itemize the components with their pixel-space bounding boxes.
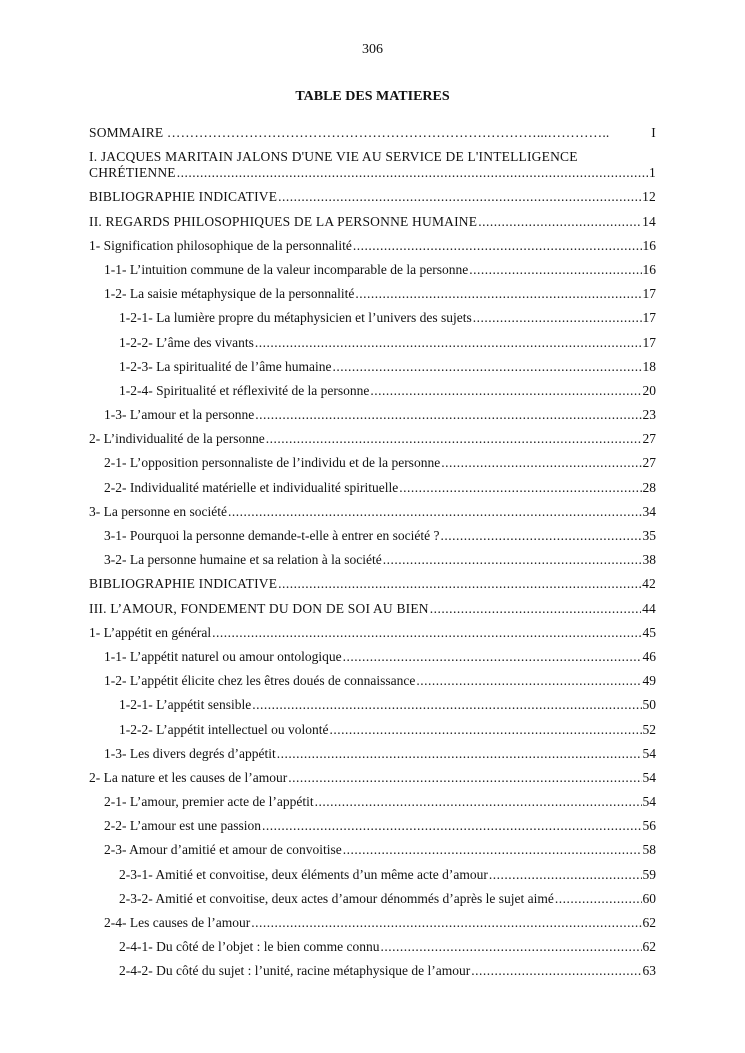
toc-entry[interactable] (89, 570, 656, 594)
dot-leader (278, 189, 641, 204)
toc-entry[interactable] (89, 207, 656, 231)
dot-leader (262, 818, 642, 833)
toc-entry-page: 35 (642, 528, 656, 543)
dot-leader (489, 867, 642, 882)
toc-entry[interactable] (89, 232, 656, 256)
toc-entry-page: 17 (642, 334, 656, 350)
dot-leader (469, 262, 641, 277)
toc-entry[interactable] (89, 909, 656, 933)
dot-leader (355, 286, 641, 301)
toc-entry[interactable] (89, 377, 656, 401)
toc-entry-page: 58 (642, 842, 656, 858)
toc-entry-page: 59 (642, 866, 656, 882)
toc-entry-title: III. L’AMOUR, FONDEMENT DU DON DE SOI AU BIEN (89, 600, 429, 616)
toc-entry-title: 3- La personne en société (89, 503, 227, 519)
toc-entry[interactable] (89, 619, 656, 643)
table-of-contents (89, 119, 656, 981)
toc-entry[interactable] (89, 957, 656, 981)
toc-entry-title: 2-1- L’amour, premier acte de l’appétit (104, 794, 314, 810)
toc-entry-title: 2- La nature et les causes de l’amour (89, 769, 288, 785)
toc-entry[interactable] (89, 280, 656, 304)
toc-entry-title: BIBLIOGRAPHIE INDICATIVE (89, 189, 278, 205)
toc-entry-page: 62 (642, 915, 656, 930)
dot-leader (252, 697, 641, 712)
dot-leader (343, 842, 642, 857)
toc-entry-title: 3-1- Pourquoi la personne demande-t-elle à entrer en société ? (104, 528, 440, 543)
toc-entry-title: 2-3-1- Amitié et convoitise, deux éléments d’un même acte d’amour (119, 866, 488, 882)
toc-entry-title: SOMMAIRE ………………………………………………………………………...………….. (89, 125, 610, 141)
toc-entry-page: 16 (642, 261, 656, 277)
toc-entry-page: 54 (642, 794, 656, 810)
toc-entry-page: 62 (642, 939, 656, 955)
toc-entry-title: 1-3- Les divers degrés d’appétit (104, 745, 276, 761)
dot-leader (430, 601, 641, 616)
toc-entry-page: 14 (642, 213, 656, 229)
toc-entry-page: 20 (642, 382, 656, 398)
dot-leader (266, 431, 642, 446)
toc-entry-title: 2-4-2- Du côté du sujet : l’unité, racine métaphysique de l’amour (119, 963, 471, 979)
toc-entry-page: 17 (642, 286, 656, 302)
dot-leader (381, 939, 642, 954)
toc-entry-page: 42 (642, 576, 656, 592)
dot-leader (329, 722, 641, 737)
toc-entry[interactable] (89, 256, 656, 280)
dot-leader (278, 576, 641, 591)
toc-entry-title: 1-3- L’amour et la personne (104, 407, 255, 423)
toc-entry-title: 1-2-1- L’appétit sensible (119, 697, 252, 713)
dot-leader (473, 310, 642, 325)
dot-leader (441, 455, 641, 470)
toc-entry-title: I. JACQUES MARITAIN JALONS D'UNE VIE AU SERVICE DE L'INTELLIGENCE (89, 149, 578, 165)
toc-entry[interactable] (89, 643, 656, 667)
toc-entry-page: I (651, 125, 656, 141)
toc-entry[interactable] (89, 473, 656, 497)
dot-leader (255, 335, 642, 350)
toc-entry[interactable] (89, 183, 656, 207)
toc-entry-title: 1-2- La saisie métaphysique de la personnalité (104, 286, 355, 302)
toc-entry-title: 2-2- L’amour est une passion (104, 818, 261, 834)
toc-entry-title: 1-2-2- L’âme des vivants (119, 334, 254, 350)
toc-entry-title: 2-1- L’opposition personnaliste de l’individu et de la personne (104, 455, 441, 471)
toc-entry-title: 2- L’individualité de la personne (89, 431, 265, 447)
toc-entry[interactable] (89, 860, 656, 884)
toc-entry-page: 18 (642, 358, 656, 374)
toc-entry-title-continued: CHRÉTIENNE (89, 165, 176, 181)
toc-entry-page: 34 (642, 503, 656, 519)
dot-leader (353, 238, 642, 253)
toc-entry-title: 2-2- Individualité matérielle et individualité spirituelle (104, 479, 399, 495)
toc-entry-page: 27 (642, 431, 656, 447)
toc-entry-page: 54 (642, 769, 656, 785)
page-number: 306 (362, 42, 383, 57)
toc-entry-title: 1-2-3- La spiritualité de l’âme humaine (119, 358, 332, 374)
toc-entry-title: 1-2-4- Spiritualité et réflexivité de la personne (119, 382, 370, 398)
dot-leader (370, 383, 641, 398)
toc-entry[interactable] (89, 328, 656, 352)
toc-entry-page: 16 (642, 237, 656, 253)
page-title: TABLE DES MATIERES (295, 89, 450, 104)
toc-entry[interactable] (89, 304, 656, 328)
dot-leader (333, 359, 642, 374)
toc-entry-title: BIBLIOGRAPHIE INDICATIVE (89, 576, 278, 592)
toc-entry-page: 49 (642, 673, 656, 689)
toc-entry-page: 52 (642, 721, 656, 737)
toc-entry-title: 3-2- La personne humaine et sa relation à la société (104, 552, 382, 568)
toc-entry[interactable] (89, 594, 656, 618)
dot-leader (228, 504, 642, 519)
toc-entry-title: 1-1- L’intuition commune de la valeur incomparable de la personne (104, 261, 469, 277)
toc-entry-page: 12 (642, 189, 656, 205)
toc-entry[interactable] (89, 546, 656, 570)
dot-leader (343, 649, 642, 664)
toc-entry-title: 1- L’appétit en général (89, 624, 212, 640)
dot-leader (471, 963, 641, 978)
toc-entry[interactable] (89, 401, 656, 425)
toc-entry-page: 17 (642, 310, 656, 326)
toc-entry[interactable] (89, 667, 656, 691)
toc-entry[interactable] (89, 885, 656, 909)
toc-entry[interactable] (89, 933, 656, 957)
dot-leader (416, 673, 641, 688)
dot-leader (177, 165, 648, 180)
toc-entry-page: 44 (642, 600, 656, 616)
toc-entry[interactable] (89, 522, 656, 546)
dot-leader (399, 480, 641, 495)
toc-entry-page: 27 (642, 455, 656, 471)
toc-entry[interactable] (89, 449, 656, 473)
toc-entry-title: 1- Signification philosophique de la personnalité (89, 237, 352, 253)
toc-entry[interactable] (89, 353, 656, 377)
toc-entry[interactable] (89, 836, 656, 860)
toc-entry-page: 46 (642, 648, 656, 664)
toc-entry-part-1[interactable] (89, 143, 656, 183)
toc-entry[interactable] (89, 740, 656, 764)
toc-entry-title: 1-2-1- La lumière propre du métaphysicien et l’univers des sujets (119, 310, 472, 326)
toc-entry-title: II. REGARDS PHILOSOPHIQUES DE LA PERSONNE HUMAINE (89, 213, 478, 229)
toc-entry-page: 50 (642, 697, 656, 713)
dot-leader (251, 915, 641, 930)
toc-entry[interactable] (89, 425, 656, 449)
dot-leader (440, 528, 641, 543)
toc-entry[interactable] (89, 812, 656, 836)
toc-entry-page: 63 (642, 963, 656, 979)
toc-entry[interactable] (89, 691, 656, 715)
toc-entry-page: 28 (642, 479, 656, 495)
toc-entry-page: 60 (642, 890, 656, 906)
dot-leader (255, 407, 641, 422)
dot-leader (383, 552, 642, 567)
toc-entry-title: 1-1- L’appétit naturel ou amour ontologique (104, 648, 342, 664)
toc-entry-title: 2-4-1- Du côté de l’objet : le bien comme connu (119, 939, 380, 955)
toc-entry[interactable] (89, 498, 656, 522)
dot-leader (555, 891, 642, 906)
dot-leader (212, 625, 641, 640)
toc-entry-page: 1 (649, 165, 656, 181)
toc-entry-sommaire[interactable] (89, 119, 656, 143)
dot-leader (478, 214, 641, 229)
toc-entry-page: 23 (642, 407, 656, 423)
toc-entry-title: 2-3-2- Amitié et convoitise, deux actes d’amour dénommés d’après le sujet aimé (119, 890, 554, 906)
toc-entry-title: 1-2-2- L’appétit intellectuel ou volonté (119, 721, 329, 737)
toc-entry-page: 54 (642, 745, 656, 761)
dot-leader (277, 746, 642, 761)
toc-entry-page: 56 (642, 818, 656, 834)
toc-entry-title: 2-4- Les causes de l’amour (104, 915, 251, 930)
toc-entry-title: 1-2- L’appétit élicite chez les êtres doués de connaissance (104, 673, 416, 689)
toc-entry-page: 45 (642, 624, 656, 640)
toc-entry-title: 2-3- Amour d’amitié et amour de convoitise (104, 842, 342, 858)
toc-entry[interactable] (89, 764, 656, 788)
dot-leader (315, 794, 642, 809)
toc-entry-page: 38 (642, 552, 656, 568)
toc-entry[interactable] (89, 788, 656, 812)
dot-leader (288, 770, 641, 785)
toc-entry[interactable] (89, 715, 656, 739)
